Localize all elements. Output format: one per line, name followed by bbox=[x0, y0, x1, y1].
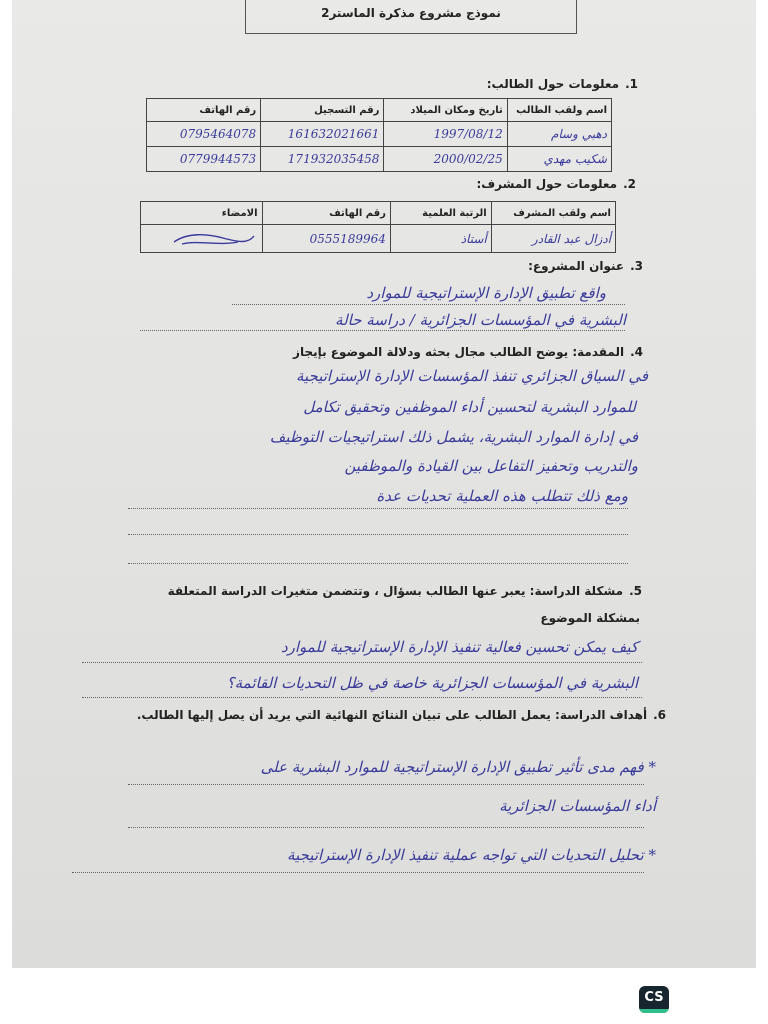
title-line-2 bbox=[140, 330, 625, 331]
objective-rule-2 bbox=[128, 827, 644, 828]
section-6-number: 6. bbox=[653, 708, 666, 722]
project-title-line-1: واقع تطبيق الإدارة الإستراتيجية للموارد bbox=[366, 284, 606, 302]
intro-line-4: والتدريب وتحفيز التفاعل بين القيادة والموظفين bbox=[344, 457, 638, 475]
intro-rule-2 bbox=[128, 534, 628, 535]
header-birth-date: تاريخ ومكان الميلاد bbox=[384, 99, 507, 122]
section-2-heading bbox=[476, 177, 636, 191]
student-info-table bbox=[146, 98, 612, 172]
section-3-title: عنوان المشروع: bbox=[528, 259, 625, 273]
problem-line-2: البشرية في المؤسسات الجزائرية خاصة في ظل التحديات القائمة؟ bbox=[226, 674, 638, 692]
header-phone: رقم الهاتف bbox=[147, 99, 261, 122]
section-1-heading bbox=[487, 77, 638, 91]
header-student-name: اسم ولقب الطالب bbox=[507, 99, 611, 122]
intro-line-5: ومع ذلك تتطلب هذه العملية تحديات عدة bbox=[376, 487, 628, 505]
section-2-title: معلومات حول المشرف: bbox=[476, 177, 618, 191]
objective-rule-1 bbox=[128, 784, 644, 785]
phone-cell: 0795464078 bbox=[147, 122, 261, 147]
form-title: نموذج مشروع مذكرة الماستر2 bbox=[245, 0, 577, 34]
intro-line-2: للموارد البشرية لتحسين أداء الموظفين وتحقيق تكامل bbox=[303, 398, 636, 416]
problem-rule-2 bbox=[82, 697, 642, 698]
intro-line-1: في السياق الجزائري تنفذ المؤسسات الإدارة الإستراتيجية bbox=[295, 367, 648, 385]
section-1-number: 1. bbox=[625, 77, 638, 91]
birth-date-cell: 2000/02/25 bbox=[384, 147, 507, 172]
project-title-line-2: البشرية في المؤسسات الجزائرية / دراسة حالة bbox=[335, 311, 626, 329]
section-4-number: 4. bbox=[630, 345, 643, 359]
problem-rule-1 bbox=[82, 662, 642, 663]
section-3-heading bbox=[528, 259, 643, 273]
camscanner-logo: CS bbox=[639, 986, 669, 1013]
registration-cell: 171932035458 bbox=[261, 147, 384, 172]
objective-rule-3 bbox=[72, 872, 644, 873]
problem-line-1: كيف يمكن تحسين فعالية تنفيذ الإدارة الإستراتيجية للموارد bbox=[280, 638, 638, 656]
intro-rule-3 bbox=[128, 563, 628, 564]
section-5-title: مشكلة الدراسة: bbox=[529, 584, 624, 598]
header-rank: الرتبة العلمية bbox=[390, 202, 491, 225]
signature-cell bbox=[141, 225, 263, 253]
objective-line-1: * فهم مدى تأثير تطبيق الإدارة الإستراتيجية للموارد البشرية على bbox=[260, 758, 656, 776]
phone-cell: 0779944573 bbox=[147, 147, 261, 172]
section-3-number: 3. bbox=[630, 259, 643, 273]
intro-rule-1 bbox=[128, 508, 628, 509]
section-4-heading bbox=[293, 345, 643, 359]
objective-line-3: * تحليل التحديات التي تواجه عملية تنفيذ الإدارة الإستراتيجية bbox=[287, 846, 656, 864]
registration-cell: 161632021661 bbox=[261, 122, 384, 147]
table-row bbox=[141, 225, 616, 253]
supervisor-info-table bbox=[140, 201, 616, 253]
section-6-subtitle: يعمل الطالب على تبيان النتائج النهائية التي يريد أن يصل إليها الطالب. bbox=[136, 708, 551, 722]
supervisor-name-cell: أدزال عبد القادر bbox=[491, 225, 615, 253]
section-5-number: 5. bbox=[629, 584, 642, 598]
section-5-heading bbox=[168, 584, 642, 598]
section-1-title: معلومات حول الطالب: bbox=[486, 77, 620, 91]
table-row bbox=[147, 147, 612, 172]
section-5-subtitle: يعبر عنها الطالب بسؤال ، وتتضمن متغيرات الدراسة المتعلقة bbox=[167, 584, 526, 598]
header-phone: رقم الهاتف bbox=[262, 202, 390, 225]
section-4-subtitle: يوضح الطالب مجال بحثه ودلالة الموضوع بإيجاز bbox=[293, 345, 569, 359]
student-name-cell: شكيب مهدي bbox=[507, 147, 611, 172]
section-5-subtitle-cont: بمشكلة الموضوع bbox=[540, 611, 640, 625]
student-name-cell: دهبي وسام bbox=[507, 122, 611, 147]
table-row bbox=[147, 122, 612, 147]
scanned-form-page bbox=[12, 0, 756, 968]
header-signature: الامضاء bbox=[141, 202, 263, 225]
header-supervisor-name: اسم ولقب المشرف bbox=[491, 202, 615, 225]
title-line-1 bbox=[232, 304, 625, 305]
objective-line-2: أداء المؤسسات الجزائرية bbox=[499, 797, 656, 815]
rank-cell: أستاذ bbox=[390, 225, 491, 253]
section-4-title: المقدمة: bbox=[572, 345, 625, 359]
section-2-number: 2. bbox=[623, 177, 636, 191]
header-registration: رقم التسجيل bbox=[261, 99, 384, 122]
birth-date-cell: 1997/08/12 bbox=[384, 122, 507, 147]
supervisor-phone-cell: 0555189964 bbox=[262, 225, 390, 253]
intro-line-3: في إدارة الموارد البشرية، يشمل ذلك استراتيجيات التوظيف bbox=[269, 428, 638, 446]
section-6-heading bbox=[137, 708, 666, 722]
signature-mark bbox=[168, 230, 258, 248]
section-6-title: أهداف الدراسة: bbox=[555, 708, 648, 722]
